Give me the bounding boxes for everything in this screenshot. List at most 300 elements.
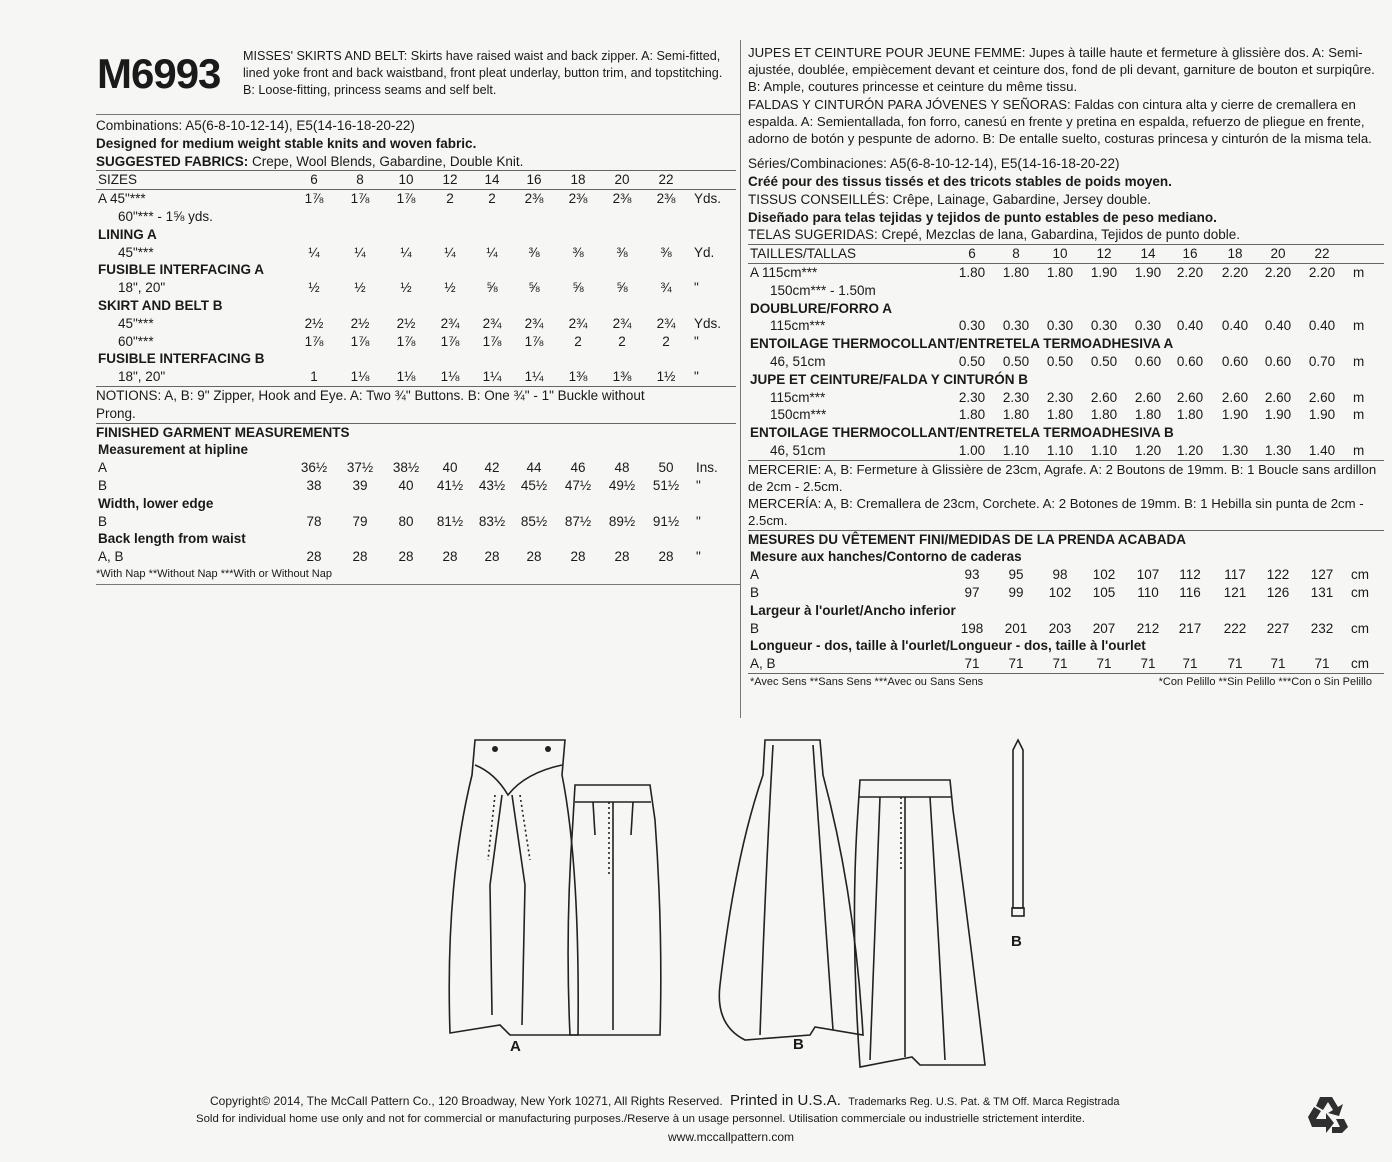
yardage-row-label: A 45"*** [98,191,146,207]
metrage-cell: 0.50 [1090,353,1118,369]
metrage-row-label: 150cm*** - 1.50m [770,282,876,298]
metrage-cell: 1.80 [1046,407,1074,423]
mesure-cell: 122 [1266,567,1290,583]
taille-size: 6 [968,246,976,262]
combinations: Combinations: A5(6-8-10-12-14), E5(14-16-18-20-22) [96,118,415,133]
yardage-row-label: 18", 20" [118,369,166,385]
measurement-row-label: B [98,513,108,529]
yardage-cell: 1⅞ [440,333,460,349]
mesure-cell: 98 [1052,567,1068,583]
yardage-cell: 1⅞ [350,333,370,349]
metrage-row [748,389,1384,407]
yardage-cell: 2½ [304,315,324,331]
yardage-cell: 2¾ [612,315,632,331]
metrage-row-label: DOUBLURE/FORRO A [750,300,892,316]
metrage-cell: 1.80 [1090,407,1118,423]
metrage-cell: 1.90 [1090,265,1118,280]
french-spanish-yardage-chart [748,44,1384,692]
yardage-cell: 1⅛ [396,369,416,385]
yardage-cell: ¼ [308,244,320,260]
measurement-row-label: B [98,477,108,493]
mesure-cell: 97 [964,584,980,600]
yardage-row [96,333,736,351]
mesure-cell: 121 [1223,584,1247,600]
mesure-cell: 127 [1310,567,1334,583]
english-description: MISSES' SKIRTS AND BELT: Skirts have raised waist and back zipper. A: Semi-fitted, lined yoke front and back waistband, front pleat underlay, button trim, and topstitching. B: Loose-fitting, princess seams and self belt. [243,49,723,97]
taille-size: 10 [1052,246,1068,262]
yardage-cell: 2 [488,191,496,207]
yardage-row [96,261,736,279]
metrage-row [748,282,1384,300]
measurement-cell: 50 [658,460,674,476]
metrage-cell: 2.20 [1264,265,1292,280]
metrage-cell: 0.30 [1046,318,1074,334]
mesure-row [748,637,1384,655]
yardage-cell: 2 [618,333,626,349]
pattern-number: M6993 [97,50,221,97]
measurement-cell: 28 [570,549,586,565]
mesure-row-label: A, B [750,656,776,672]
yardage-cell: 2½ [350,315,370,331]
metrage-cell: 0.40 [1264,318,1292,334]
english-yardage-chart [96,117,736,585]
belt-b-label: B [1011,933,1022,950]
measurement-row [96,441,736,459]
measurement-cell: 49½ [608,477,636,493]
yardage-cell: 2¾ [656,315,676,331]
metrage-cell: 2.30 [958,389,986,405]
sizes-label: SIZES [98,172,138,188]
mesure-row [748,566,1384,584]
mesure-cell: 112 [1179,567,1201,583]
mesure-cell: 207 [1092,620,1116,636]
yardage-row-label: FUSIBLE INTERFACING A [98,262,265,278]
measurement-cell: 28 [484,549,500,565]
size-size: 14 [484,172,500,188]
spanish-description: FALDAS Y CINTURÓN PARA JÓVENES Y SEÑORAS: Faldas con cintura alta y cierre de cremallera en espalda. A: Semientallada, fon forro, canesú en frente y pretina en espalda, refuerzo de pliegue en frente, adorno de botón y pespunte de adorno. B: De entalle suelto, costuras princesa y cinturón de la misma tela. [748,96,1372,147]
nap-legend: *With Nap **Without Nap ***With or Without Nap [96,567,332,580]
mesure-cell: 131 [1310,584,1334,600]
yardage-cell: 2 [662,333,670,349]
measurement-cell: 85½ [520,513,548,529]
sizes-row [96,170,736,190]
metrage-unit: m [1353,389,1365,405]
measurement-unit: " [696,477,701,493]
size-size: 20 [614,172,630,188]
mesure-row-label: Largeur à l'ourlet/Ancho inferior [750,602,956,618]
view-a-label: A [510,1038,521,1055]
mesure-row [748,584,1384,602]
yardage-cell: ½ [400,280,412,296]
mesure-cell: 126 [1266,584,1290,600]
metrage-row-label: JUPE ET CEINTURE/FALDA Y CINTURÓN B [750,371,1029,387]
taille-size: 22 [1314,246,1330,262]
disenado: Diseñado para telas tejidas y tejidos de punto estables de peso mediano. [748,209,1217,225]
mesure-cell: 116 [1179,584,1201,600]
metrage-cell: 2.20 [1176,265,1204,280]
measurement-row-label: Width, lower edge [98,495,214,511]
metrage-cell: 0.60 [1264,353,1292,369]
metrage-cell: 2.20 [1308,265,1336,280]
yardage-cell: 1¼ [524,369,544,385]
metrage-cell: 1.20 [1176,442,1204,458]
metrage-row-label: 115cm*** [770,318,826,334]
yardage-cell: ⅝ [616,280,628,296]
size-size: 22 [658,172,674,188]
metrage-row [748,424,1384,442]
yardage-cell: ½ [444,280,456,296]
mesures-title: MESURES DU VÊTEMENT FINI/MEDIDAS DE LA PRENDA ACABADA [748,530,1384,549]
mesure-row [748,620,1384,638]
metrage-cell: 1.90 [1134,265,1162,280]
measurement-cell: 48 [614,460,630,476]
mesure-cell: 71 [1270,656,1286,672]
notions: NOTIONS: A, B: 9" Zipper, Hook and Eye. A: Two ¾" Buttons. B: One ¾" - 1" Buckle without [96,386,736,405]
yardage-cell: 1⅛ [440,369,460,385]
yardage-cell: ¾ [660,280,672,296]
measurement-row-label: Measurement at hipline [98,442,249,458]
metrage-cell: 0.50 [1046,353,1074,369]
measurement-cell: 89½ [608,513,636,529]
yardage-cell: ⅜ [616,244,628,260]
yardage-row [96,244,736,262]
metrage-cell: 0.60 [1134,353,1162,369]
measurement-cell: 28 [658,549,674,565]
measurement-row [96,530,736,548]
metrage-cell: 1.80 [958,407,986,423]
measurement-cell: 28 [352,549,368,565]
mesure-cell: 212 [1136,620,1160,636]
taille-size: 20 [1270,246,1286,262]
metrage-cell: 1.40 [1308,442,1336,458]
size-size: 16 [526,172,542,188]
yardage-cell: 1⅛ [350,369,370,385]
usage-notice: Sold for individual home use only and not for commercial or manufacturing purposes./Reserve à un usage personnel. Utilisation commerciale ou industrielle strictement interdite. [196,1113,1085,1125]
mesure-row-label: Mesure aux hanches/Contorno de caderas [750,549,1022,565]
yardage-cell: ½ [308,280,320,296]
taille-size: 16 [1182,246,1198,262]
measurement-cell: 40 [442,460,458,476]
metrage-cell: 1.80 [1002,407,1030,423]
mesure-row [748,548,1384,566]
size-size: 18 [570,172,586,188]
measurement-cell: 28 [526,549,542,565]
measurement-cell: 87½ [564,513,592,529]
measurement-cell: 28 [442,549,458,565]
yardage-cell: ⅝ [572,280,584,296]
yardage-row-label: 60"*** [118,333,154,349]
yardage-cell: ¼ [400,244,412,260]
measurement-cell: 37½ [346,460,374,476]
yardage-row-label: 18", 20" [118,280,166,296]
yardage-cell: ⅝ [486,280,498,296]
yardage-unit: Yds. [694,315,722,331]
metrage-row-label: 115cm*** [770,389,826,405]
yardage-cell: 1⅜ [568,369,588,385]
yardage-unit: Yd. [694,244,715,260]
yardage-cell: 2⅜ [524,191,544,207]
mesure-cell: 107 [1136,567,1160,583]
metrage-cell: 0.30 [1090,318,1118,334]
taille-size: 14 [1140,246,1156,262]
metrage-row [748,300,1384,318]
metrage-row [748,406,1384,424]
metrage-cell: 0.50 [958,353,986,369]
mesure-cell: 71 [1052,656,1068,672]
designed-for: Designed for medium weight stable knits and woven fabric. [96,135,477,151]
metrage-unit: m [1353,318,1365,334]
size-size: 8 [356,172,364,188]
metrage-cell: 2.60 [1134,389,1162,405]
yardage-cell: ¼ [444,244,456,260]
metrage-cell: 0.70 [1308,353,1336,369]
yardage-cell: 1⅞ [482,333,502,349]
metrage-unit: m [1353,407,1365,423]
metrage-cell: 1.30 [1221,442,1249,458]
mesure-cell: 203 [1048,620,1072,636]
copyright: Copyright© 2014, The McCall Pattern Co., 120 Broadway, New York 10271, All Rights Reserved. Printed in U.S.A. Trademarks Reg. U.S. Pat. & TM Off. Marca Registrada [210,1092,1120,1109]
measurement-row [96,548,736,566]
measurement-cell: 28 [614,549,630,565]
metrage-cell: 1.10 [1046,442,1074,458]
metrage-row [748,335,1384,353]
yardage-row [96,279,736,297]
mesure-cell: 71 [1314,656,1330,672]
mesure-cell: 71 [1227,656,1243,672]
metrage-row-label: A 115cm*** [750,265,818,280]
yardage-cell: 2 [446,191,454,207]
yardage-cell: 2¾ [524,315,544,331]
yardage-cell: 2⅜ [656,191,676,207]
yardage-cell: ¼ [354,244,366,260]
mesure-unit: cm [1351,567,1369,583]
tailles-label: TAILLES/TALLAS [750,246,857,262]
metrage-cell: 1.80 [1002,265,1030,280]
yardage-cell: 1⅞ [304,333,324,349]
skirt-b-front-illustration [715,735,865,1045]
metrage-cell: 0.40 [1221,318,1249,334]
size-size: 12 [442,172,458,188]
combinations-fr: Séries/Combinaciones: A5(6-8-10-12-14), E5(14-16-18-20-22) [748,156,1120,172]
yardage-cell: ¼ [486,244,498,260]
column-divider [740,40,741,718]
yardage-cell: ⅜ [528,244,540,260]
measurement-cell: 47½ [564,477,592,493]
measurement-row [96,459,736,477]
yardage-row [96,368,736,386]
metrage-cell: 1.00 [958,442,986,458]
measurement-cell: 45½ [520,477,548,493]
yardage-cell: 2¾ [568,315,588,331]
mesure-cell: 95 [1008,567,1024,583]
yardage-cell: 2 [574,333,582,349]
yardage-row [96,226,736,244]
yardage-cell: 2¾ [482,315,502,331]
mesure-cell: 227 [1266,620,1290,636]
measurement-row-label: A, B [98,549,124,565]
yardage-row [96,297,736,315]
mesure-cell: 201 [1004,620,1028,636]
metrage-row-label: ENTOILAGE THERMOCOLLANT/ENTRETELA TERMOADHESIVA B [750,425,1174,441]
yardage-row [96,208,736,226]
mesure-row-label: Longueur - dos, taille à l'ourlet/Longueur - dos, taille à l'ourlet [750,638,1146,654]
metrage-cell: 1.90 [1264,407,1292,423]
measurement-cell: 42 [484,460,500,476]
suggested-fabrics: SUGGESTED FABRICS: Crepe, Wool Blends, Gabardine, Double Knit. [96,153,524,169]
mesure-cell: 99 [1008,584,1024,600]
cree-pour: Créé pour des tissus tissés et des tricots stables de poids moyen. [748,174,1172,190]
metrage-cell: 1.10 [1002,442,1030,458]
mesure-unit: cm [1351,620,1369,636]
yardage-unit: " [694,333,699,349]
mesure-cell: 222 [1223,620,1247,636]
measurement-row [96,477,736,495]
measurement-cell: 41½ [436,477,464,493]
yardage-row [96,190,736,208]
metrage-cell: 0.30 [1002,318,1030,334]
metrage-cell: 1.20 [1134,442,1162,458]
yardage-row-label: 45"*** [118,244,154,260]
measurement-cell: 43½ [478,477,506,493]
yardage-cell: ⅝ [528,280,540,296]
mesure-cell: 117 [1224,567,1246,583]
metrage-row-label: ENTOILAGE THERMOCOLLANT/ENTRETELA TERMOADHESIVA A [750,336,1174,352]
yardage-cell: 1⅞ [350,191,370,207]
notions-cont: Prong. [96,405,136,421]
metrage-cell: 0.30 [958,318,986,334]
measurement-cell: 44 [526,460,542,476]
telas-sugeridas: TELAS SUGERIDAS: Crepé, Mezclas de lana, Gabardina, Tejidos de punto doble. [748,227,1241,243]
mesure-cell: 71 [1182,656,1198,672]
yardage-row-label: 60"*** - 1⅝ yds. [118,208,213,224]
yardage-cell: ⅜ [572,244,584,260]
yardage-row-label: 45"*** [118,315,154,331]
yardage-cell: ⅜ [660,244,672,260]
mesure-cell: 71 [1096,656,1112,672]
measurement-row-label: Back length from waist [98,531,246,547]
metrage-cell: 2.60 [1264,389,1292,405]
yardage-cell: 1⅞ [396,333,416,349]
metrage-row [748,442,1384,460]
metrage-cell: 0.30 [1134,318,1162,334]
yardage-row [96,350,736,368]
recycle-icon [1302,1093,1350,1137]
metrage-cell: 0.50 [1002,353,1030,369]
metrage-cell: 1.30 [1264,442,1292,458]
mesure-cell: 71 [1140,656,1156,672]
measurement-cell: 28 [306,549,322,565]
tailles-row [748,244,1384,264]
yardage-cell: 1⅞ [396,191,416,207]
mesure-row [748,602,1384,620]
yardage-cell: 2⅜ [612,191,632,207]
metrage-row-label: 46, 51cm [770,353,826,369]
yardage-cell: 1⅜ [612,369,632,385]
measurement-cell: 51½ [652,477,680,493]
metrage-unit: m [1353,265,1365,280]
measurement-cell: 91½ [652,513,680,529]
nap-legend-fr-es: *Avec Sens **Sans Sens ***Avec ou Sans Sens *Con Pelillo **Sin Pelillo ***Con o Sin Pelillo [748,673,1384,692]
yardage-unit: " [694,369,699,385]
metrage-cell: 2.60 [1090,389,1118,405]
metrage-cell: 2.30 [1046,389,1074,405]
tissus-conseilles: TISSUS CONSEILLÉS: Crêpe, Lainage, Gabardine, Jersey double. [748,191,1151,207]
measurement-cell: 38 [306,477,322,493]
measurement-unit: Ins. [696,460,718,476]
size-size: 6 [310,172,318,188]
yardage-cell: ½ [354,280,366,296]
metrage-cell: 1.80 [958,265,986,280]
yardage-cell: 1¼ [482,369,502,385]
skirt-b-back-illustration [850,775,990,1070]
merceria: MERCERÍA: A, B: Cremallera de 23cm, Corchete. A: 2 Botones de 19mm. B: 1 Hebilla sin punta de 2cm - 2.5cm. [748,496,1364,529]
yardage-cell: 2¾ [440,315,460,331]
measurement-cell: 46 [570,460,586,476]
finished-measurements-title: FINISHED GARMENT MEASUREMENTS [96,423,736,442]
measurement-cell: 40 [398,477,414,493]
yardage-unit: Yds. [694,191,722,207]
metrage-unit: m [1353,353,1365,369]
measurement-cell: 36½ [300,460,328,476]
mesure-cell: 102 [1092,567,1116,583]
measurement-cell: 81½ [436,513,464,529]
metrage-cell: 2.30 [1002,389,1030,405]
measurement-cell: 83½ [478,513,506,529]
yardage-row-label: SKIRT AND BELT B [98,297,223,313]
taille-size: 8 [1012,246,1020,262]
measurement-cell: 38½ [392,460,420,476]
measurement-row-label: A [98,460,108,476]
metrage-cell: 2.20 [1221,265,1249,280]
yardage-cell: 1 [310,369,318,385]
website: www.mccallpattern.com [668,1130,795,1144]
yardage-unit: " [694,280,699,296]
metrage-cell: 0.60 [1221,353,1249,369]
metrage-cell: 2.60 [1221,389,1249,405]
mercerie: MERCERIE: A, B: Fermeture à Glissière de 23cm, Agrafe. A: 2 Boutons de 19mm. B: 1 Boucle sans ardillon de 2cm - 2.5cm. [748,460,1384,495]
mesure-unit: cm [1351,656,1369,672]
mesure-cell: 198 [960,620,984,636]
measurement-row [96,513,736,531]
belt-illustration [1008,738,1028,920]
mesure-cell: 71 [964,656,980,672]
mesure-row [748,655,1384,673]
measurement-cell: 78 [306,513,322,529]
yardage-cell: 1⅞ [524,333,544,349]
metrage-cell: 0.60 [1176,353,1204,369]
measurement-row [96,495,736,513]
metrage-row [748,371,1384,389]
mesure-unit: cm [1351,584,1369,600]
mesure-cell: 232 [1310,620,1334,636]
taille-size: 12 [1096,246,1112,262]
french-description: JUPES ET CEINTURE POUR JEUNE FEMME: Jupes à taille haute et fermeture à glissière dos. A: Semi-ajustée, doublée, empiècement devant et ceinture dos, fond de pli devant, garniture de bouton et surpiqûre. B: Ample, coutures princesse et ceinture du même tissu. [748,45,1375,95]
mesure-cell: 217 [1178,620,1202,636]
metrage-cell: 0.40 [1176,318,1204,334]
metrage-cell: 2.60 [1308,389,1336,405]
metrage-row [748,264,1384,282]
measurement-cell: 39 [352,477,368,493]
yardage-row [96,315,736,333]
taille-size: 18 [1227,246,1243,262]
yardage-row-label: LINING A [98,226,157,242]
mesure-cell: 93 [964,567,980,583]
skirt-a-front-illustration [440,735,580,1045]
mesure-cell: 71 [1008,656,1024,672]
mesure-cell: 110 [1137,584,1159,600]
metrage-cell: 0.40 [1308,318,1336,334]
mesure-cell: 102 [1048,584,1072,600]
